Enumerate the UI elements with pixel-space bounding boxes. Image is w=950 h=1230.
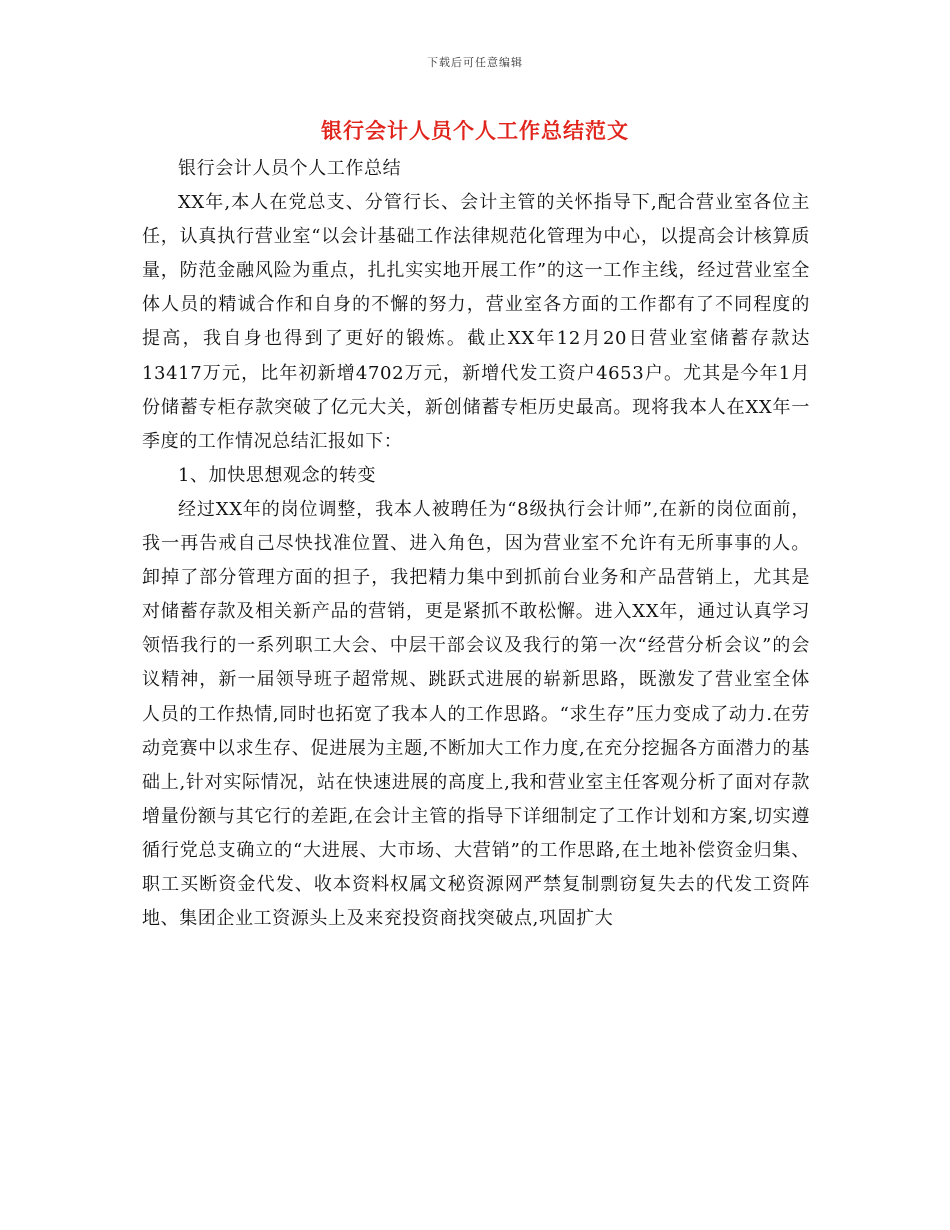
document-title: 银行会计人员个人工作总结范文 [321,118,629,143]
section-1-heading: 1、加快思想观念的转变 [178,464,377,486]
document-subtitle: 银行会计人员个人工作总结 [178,158,402,179]
section-1-paragraph: 经过XX年的岗位调整，我本人被聘任为“8级执行会计师”,在新的岗位面前，我一再告戒自己尽快找准位置、进入角色，因为营业室不允许有无所事事的人。卸掉了部分管理方面的担子，我把精力集中到抓前台业务和产品营销上，尤其是对储蓄存款及相关新产品的营销，更是紧抓不敢松懈。进入XX年，通过认真学习领悟我行的一系列职工大会、中层干部会议及我行的第一次“经营分析会议”的会议精神，新一届领导班子超常规、跳跃式进展的崭新思路，既激发了营业室全体人员的工作热情,同时也拓宽了我本人的工作思路。“求生存”压力变成了动力.在劳动竞赛中以求生存、促进展为主题,不断加大工作力度,在充分挖掘各方面潜力的基础上,针对实际情况，站在快速进展的高度上,我和营业室主任客观分析了面对存款增量份额与其它行的差距,在会计主管的指导下详细制定了工作计划和方案,切实遵循行党总支确立的“大进展、大市场、大营销”的工作思路,在土地补偿资金归集、职工买断资金代发、收本资料权属文秘资源网严禁复制剽窃复失去的代发工资阵地、集团企业工资源头上及来兖投资商找突破点,巩固扩大 [142,498,810,930]
header-note: 下载后可任意编辑 [427,56,523,69]
document-body [142,152,810,936]
intro-paragraph: XX年,本人在党总支、分管行长、会计主管的关怀指导下,配合营业室各位主任，认真执行营业室“以会计基础工作法律规范化管理为中心，以提高会计核算质量，防范金融风险为重点，扎扎实实地开展工作”的这一工作主线，经过营业室全体人员的精诚合作和自身的不懈的努力，营业室各方面的工作都有了不同程度的提高，我自身也得到了更好的锻炼。截止XX年12月20日营业室储蓄存款达13417万元，比年初新增4702万元，新增代发工资户4653户。尤其是今年1月份储蓄专柜存款突破了亿元大关，新创储蓄专柜历史最高。现将我本人在XX年一季度的工作情况总结汇报如下： [142,192,810,452]
